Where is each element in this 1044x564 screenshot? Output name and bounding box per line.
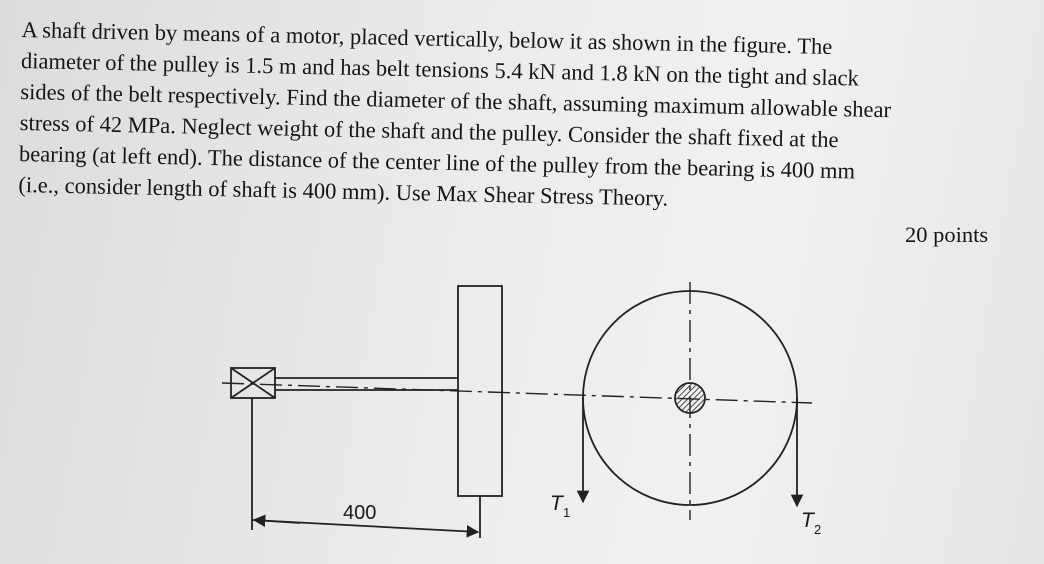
tension-1-letter: T xyxy=(550,492,563,515)
tension-2-label xyxy=(801,509,821,537)
shaft xyxy=(222,378,812,403)
tension-2-letter: T xyxy=(801,509,814,532)
problem-line-6: (i.e., consider length of shaft is 400 mm). Use Max Shear Stress Theory. xyxy=(18,171,669,211)
problem-line-2: diameter of the pulley is 1.5 m and has belt tensions 5.4 kN and 1.8 kN on the tight and slack xyxy=(20,47,860,91)
dimension-label: 400 xyxy=(343,502,377,524)
tension-1-subscript: 1 xyxy=(563,505,571,520)
problem-line-5: bearing (at left end). The distance of the center line of the pulley from the bearing is 400 mm xyxy=(18,140,856,184)
problem-line-3: sides of the belt respectively. Find the diameter of the shaft, assuming maximum allowable shear xyxy=(20,78,892,123)
points-label: 20 points xyxy=(905,222,989,247)
tension-2-subscript: 2 xyxy=(814,522,822,537)
problem-line-1: A shaft driven by means of a motor, placed vertically, below it as shown in the figure. The xyxy=(21,16,833,59)
problem-line-4: stress of 42 MPa. Neglect weight of the shaft and the pulley. Consider the shaft fixed at the xyxy=(19,109,839,153)
tension-1-label xyxy=(550,492,570,520)
